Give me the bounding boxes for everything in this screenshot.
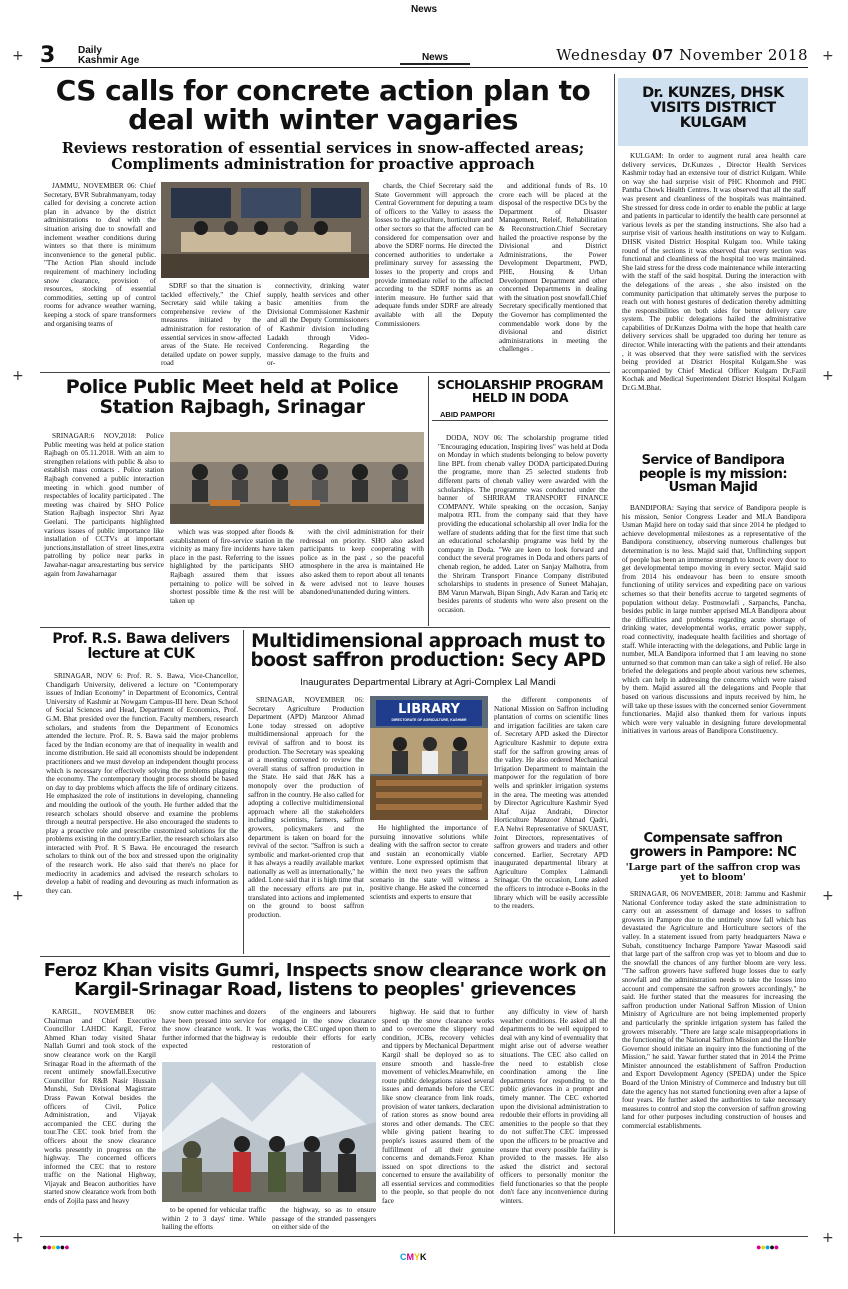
story6-col5-text: any difficulty in view of harsh weather conditions. He asked all the departments to be well equipped to deal with any kind of eventuality that might arise out of adverse weather situations. The CEC also called on the need to establish close coordination among the line departments for responding to the public grievances in a prompt and timely manner. The CEC exhorted upon the divisional administration to redouble their efforts in providing all amenities to the people so that they do not suffer.The CEC impressed upon the officers to be proactive and ensure that every possible facility is provided to the masses. He also asked the district and sectoral officers to personally monitor the field functionaries so that the people don't face any inconvenience during winters.	[500, 1008, 608, 1206]
story3-byline: ABID PAMPORI	[440, 410, 495, 419]
story2-photo	[170, 432, 424, 524]
page-number: 3	[40, 43, 56, 68]
story4-body-text: SRINAGAR, NOV 6: Prof. R. S. Bawa, Vice-Chancellor, Chandigarh University, delivered a lecture on "Contemporary issues of Indian Economy" in Department of Economics, Central University of Kashmir at Nowgam Campus-III here. Dean School of Social Sciences and Head, Department of Economics, Prof. G.M. Bhat presided over the function. Faculty members, research scholars, and students from the Department of Economics attended the lecture. Prof. R. S. Bawa said the major problems faced by the Indian economy are that of inequality in wealth and income distribution. He said all economists should be independent practitioners and we must develop an independent thought process which is necessary for effectively solving the problems plaguing the economy. The contemporary thought process should be based on day to day problems which affects the life of ordinary citizens. He emphasized the role of institutions in developing, channeling and moulding the outlook of the youth. He further added that the research scholars should observe and examine the problems through a neutral perspective. He also encouraged the students to play a proactive role and prescribe customized solutions for the problems existing in the country.Earlier, the research scholars also interacted with Prof. R S Bawa. He encouraged the research scholars to think out of the box and stressed upon the originality of the research work. He also said that there's no place for mediocrity in academics and advised the research scholars to develop a habit of reading and devouring as much information as they can.	[46, 672, 238, 895]
color-registration-dots-left: ●●●●●●	[42, 1242, 69, 1252]
story6-col3a	[272, 1008, 376, 1060]
sidebar-story3-body-text: SRINAGAR, 06 NOVEMBER, 2018: Jammu and Kashmir National Conference today asked the state administration to carry out an assessment of damage and losses to saffron growers in Pampore due to the untimely snow fall which has devastated the Agriculture and Horticulture sectors of the valley. In a statement issued from party headquarters Nawa e Subah, constituency Incharge Pampore Yawar Masoodi said that large part of the saffron crop was yet to bloom and due to the snowfall the chances of any further bloom are very less. "The saffron growers have suffered huge losses due to early snowfall and the administration needs to take the losses into account and compensate the saffron growers accordingly," he said. He further stated that the measures for increasing the saffron production under National Saffron Mission of Union Ministry of Agriculture are not being implemented properly and particularly the sprinkle irrigation system has failed the growers miserably. "There are large scale misappropriations in the functioning of the National Saffron Mission and the Hon'ble Governor should initiate an inquiry into the functioning of the Mission," he said. Yawar further stated that in 2014 the Prime Minister announced the establishment of Saffron Production and Export Development Agency (SPEDA) under the Spice Board of the Union Ministry of Commerce and Industry but till date the agency has not started functioning even after a lapse of four years. He further asked the authorities to take necessary measures to control and stop the conversion of saffron growing land for other purposes including construction of houses and commercial establishments.	[622, 890, 806, 1131]
paper-name	[78, 46, 139, 66]
crop-mark: +	[12, 368, 24, 384]
date-month-year: November 2018	[679, 46, 808, 64]
story6-col4	[382, 1008, 494, 1234]
divider	[40, 372, 610, 373]
library-sign-caption: DIRECTORATE OF AGRICULTURE, KASHMIR	[391, 718, 467, 722]
column-divider	[243, 630, 244, 954]
story6-col4-text: highway. He said that to further speed up the snow clearance works and to overcome the slippery road condition, JCBs, recovery vehicles and tippers by Mechanical Department Kargil shall be deployed so as to ensure smooth and hassle-free movement of vehicles.Meanwhile, en route public delegations raised several issues and demands before the CEC like snow clearance from link roads, provision of water tankers, declaration of ration stores as snow bound area stores and other demands. The CEC while giving patient hearing to people's issues assured them of the fulfillment of all their genuine concerns and demands.Feroz Khan issued on spot directions to the concerned to ensure the availability of all essential services and commodities to the people, so that people do not face	[382, 1008, 494, 1206]
sidebar-story1-body	[622, 152, 806, 450]
column-divider	[614, 74, 615, 1234]
divider	[40, 627, 610, 628]
story1-col4	[375, 182, 493, 370]
sidebar-story2-headline: Service of Bandipora people is my mission: Usman Majid	[638, 453, 788, 496]
sidebar-story1-headline: Dr. KUNZES, DHSK VISITS DISTRICT KULGAM	[642, 85, 784, 132]
crop-mark: +	[822, 368, 834, 384]
story1-col2	[161, 282, 261, 370]
story1-col3	[267, 282, 369, 370]
snow-inspection-image	[162, 1062, 376, 1202]
crop-mark: +	[12, 48, 24, 64]
story1-photo	[161, 182, 369, 278]
story1-col3-text: connectivity, drinking water supply, health services and other basic amenities from the Divisional Commissioner Kashmir and all the Deputy Commissioners of Kashmir division including Ladakh through Video-Conferencing. Regarding the massive damage to the fruits and or-	[267, 282, 369, 368]
issue-date	[556, 46, 808, 64]
story1-col5	[499, 182, 607, 370]
story5-col3	[494, 696, 608, 952]
story2-col2	[170, 528, 294, 624]
crop-mark: +	[12, 1230, 24, 1246]
story5-col1-text: SRINAGAR, NOVEMBER 06: Secretary Agriculture Production Department (APD) Manzoor Ahmad Lone today stressed on adoptive multidimensional approach for the revival of saffron and to boost its production. The Secretary was speaking at a meeting convened to review the overall status of saffron production in the State. He said that J&K has a monopoly over the production of saffron in the country. He also called for adopting a collective multidimensional approach where all the stakeholders including scientists, farmers, saffron growers, policymakers and the department is taken on board for the revival of the sector. "Saffron is such a symbolic and market-oriented crop that it has always a readily available market nationally as well as internationally," he added. Lone said that it is high time that all the necessary efforts are put in, translated into actions and implemented on the ground to boost saffron production.	[248, 696, 364, 919]
story4-headline: Prof. R.S. Bawa delivers lecture at CUK	[52, 631, 230, 662]
story1-col1	[44, 182, 156, 370]
date-number: 07	[652, 46, 674, 64]
library-sign: LIBRARY	[398, 702, 460, 717]
story5-col1	[248, 696, 364, 952]
color-registration-dots-right: ●●●●●	[756, 1242, 779, 1252]
story5-headline: Multidimensional approach must to boost saffron production: Secy APD	[250, 631, 606, 672]
story6-col2a-text: snow cutter machines and dozers have been pressed into service for the snow clearance work. It was further informed that the highway is expected	[162, 1008, 266, 1051]
masthead	[40, 44, 808, 68]
paper-name-line2: Kashmir Age	[78, 55, 140, 66]
crop-mark: +	[822, 1230, 834, 1246]
story5-col3-text: the different components of National Mission on Saffron including plantation of corms on scientific lines and irrigation facilities are taken care of. Secretary APD asked the Director Agriculture Kashmir to depute extra staff for the saffron growing areas of the valley. He also ordered Mechanical Irrigation Department to maintain the manpower for the regulation of bore wells and sprinkler irrigation systems in the area. The meeting was attended by Director Agriculture Kashmir Syed Altaf Aijaz Andrabi, Director Horticulture Manzoor Ahmad Qadri, F.A Nehvi Representative of SKUAST, Joint Directors, representatives of saffron growers and traders and other concerned. Earlier, Secretary APD inaugurated departmental library at Agriculture Complex Lalmandi Srinagar. On the occasion, Lone asked the officers to introduce e-Books in the library which will be easily accessible to the readers.	[494, 696, 608, 911]
story5-photo	[370, 696, 488, 820]
date-day: Wednesday	[556, 46, 647, 64]
story2-headline: Police Public Meet held at Police Station Rajbagh, Srinagar	[65, 376, 399, 418]
story1-col1-text: JAMMU, NOVEMBER 06: Chief Secretary, BVR Subrahmanyam, today called for devising a concrete action plan in advance by the district administrations to deal with the situation arising due to snowfall and inclement weather conditions during winters so that there is minimum inconvenience to the general public. "The Action Plan should include requirement of machinery including snow clearance, provision of resources, stocking of essential commodities, setting up of control rooms for advance weather warning, keeping a stock of spare transformers and organising teams of	[44, 182, 156, 328]
story2-col3-text: with the civil administration for their redressal on priority. SHO also asked participants to keep cooperating with police as in the past , so the peaceful atmosphere in the area is maintained He also asked them to report about all tenants & were advised not to leave houses abandoned/unattended during winters.	[300, 528, 424, 597]
crop-mark: +	[822, 888, 834, 904]
story6-col1	[44, 1008, 156, 1234]
story5-col2-text: He highlighted the importance of pursuing innovative solutions while dealing with the saffron sector to create and sustain an economically viable venture. Lone expressed optimism that within the next two years the saffron scenario in the state will witness a positive change. He asked the concerned scientists and experts to ensure that	[370, 824, 488, 901]
story6-col1-text: KARGIL, NOVEMBER 06: Chairman and Chief Executive Councillor LAHDC Kargil, Feroz Ahmed Khan today visited Shatar Nallah Gumri and took stock of the snow clearance work on the Kargil Srinagar Road in the aftermath of the recent untimely snowfall.Executive Councillor for R&B Nasir Hussain Munshi, Sub Divisional Magistrate Drass Pawan Kotwal besides the officers of Civil, Police Administration, and Vijayak accompanied the CEC during the tour.The CEC took brief from the officers about the snow clearance works presently in progress on the highway. The concerned officers informed the CEC that to restore traffic on the National Highway, Vijayak and Beacon authorities have started snow clearance work from both ends of Zojila pass and heavy	[44, 1008, 156, 1206]
top-section-label: News	[410, 4, 438, 15]
divider	[432, 420, 608, 421]
story6-col2b	[162, 1206, 266, 1234]
story2-col2-text: which was was stopped after floods & establishment of fire-service station in the vicinity as many fire incidents have taken place in the past. Referring to the issues highlighted by the participants SHO Rajbagh assured them that issues pertaining to police will be solved in shortest possible time & the rest will be taken up	[170, 528, 294, 605]
bottom-rule	[40, 1236, 808, 1237]
story6-col2b-text: to be opened for vehicular traffic within 2 to 3 days' time. While hailing the efforts	[162, 1206, 266, 1232]
story4-body	[46, 672, 238, 952]
story6-headline: Feroz Khan visits Gumri, Inspects snow clearance work on Kargil-Srinagar Road, listens to peoples' grievences	[43, 960, 607, 1000]
story6-col3a-text: of the engineers and labourers engaged in the snow clearance works, the CEC urged upon them to redouble their efforts for early restoration of	[272, 1008, 376, 1051]
paper-name-line1: Daily	[78, 45, 102, 56]
story6-photo	[162, 1062, 376, 1202]
story6-col2a	[162, 1008, 266, 1060]
story1-col5-text: and additional funds of Rs. 10 crore each will be placed at the disposal of the respective DCs by the Department of Disaster Management, Releif, Rehabilitation & Reconstruction.Chief Secretary hailed the proactive response by the Divisional and District Administrations, the Power Development Department, PWD, PHE, Housing & Urban Development Department and other concerned Departments in dealing with the situation post snowfall.Chief Secretary specifically mentioned that the Governor has complimented the commendable work done by the divisional and district administrations in meeting the challenges .	[499, 182, 607, 354]
story3-body	[438, 434, 608, 624]
column-divider	[428, 376, 429, 626]
story3-headline: SCHOLARSHIP PROGRAM HELD IN DODA	[436, 377, 604, 406]
story6-col3b-text: the highway, so as to ensure passage of the stranded passengers on either side of the	[272, 1206, 376, 1232]
story2-col3	[300, 528, 424, 624]
cmyk-mark: CMYK	[400, 1252, 427, 1262]
story3-body-text: DODA, NOV 06: The scholarship programe titled "Encouraging education, Inspiring lives" was held at Doda on Monday in which students belonging to below poverty line BPL from chenab valley DODA participated.During the programe, more than 25 selected students frob different parts of chenab valley were awarded with the scholarships. The programme was conducted under the banner of SHRIRAM TRANSPORT FINANCE COMPANY. While speaking on the occasion, Sanjay malpotra RTL from the company said that they have providing the educational scholarship all over India for the welfare of students adding that for the first time that such an educational scholarship programe was held by the company in Doda. "We are keen to look forward and conduct the several programes in Doda and others parts of chenab region, he added. Later on Sanjay Malhotra, from the Shriram Transport Finance Company distributed scholarships to students in presence of Suneet Mahajan, BM Varun Marwah, Bipan Singh, Adv Karan and Tariq etc besides parents of students who were also present on the occasion.	[438, 434, 608, 614]
sidebar-story1-body-text: KULGAM: In order to augment rural area health care delivery services, Dr.Kunzes , Director Health Services Kashmir today had an extensive tour of district Kulgam. While on way she had surprise visit of PHC Khonmoh and PHC Pantha Chowk Health Centres. It was observed that all the staff was present and cleanliness of the hospitals was maintained. She stressed for dress code in order to enable the public at large and patients in particular to identify the health care personnel at various levels as per the standing instructions. She also had a surprise visit of various health institutions on way to Kulgam. DHSK visited District Hospital Kulgam too. While taking round of the sections it was observed that every section was functional and cleanliness of the hospital too was maintained. She laid stress for the dress code maintenance while interacting with the staff of the said hospital. During the interaction with the delegations of the areas , she also insisted on the community participation that ultimately serves the purpose to reach out with honest gestures of dedication thereby admitting the responsibilities on both sides for better delivery care system. The public delegations hailed the administrative capabilities of Dr.Kunzes Dolma with the hope that health care delivery services shall be upgraded too during her tenure as director. While interacting with the patients and their attendants , it was observed that they were satisfied with the services being provided at District Hospital Kulgam.She was accompanied by Chief Medical Officer Kulgam Dr.Fazil Kochak and Medical Superintendent District Hospital Kulgam Dr.G.M.Bhat.	[622, 152, 806, 393]
crop-mark: +	[822, 48, 834, 64]
sidebar-story3-headline: Compensate saffron growers in Pampore: NC	[629, 831, 797, 860]
story6-col5	[500, 1008, 608, 1234]
video-conference-image	[161, 182, 369, 278]
sidebar-story2-body-text: BANDIPORA: Saying that service of Bandipora people is his mission, Senior Congress Leader and MLA Bandipora Usman Majid here on today said that since 2014 he pledged to achieve developmental milestones as a representative of the Bandipora constituency, observing numerous challenges but determination is no less. Majid said that, Unflinching support of people has been an immense strength to knock every door to get developmental tempo moving in every sector. Majid said from 2014 his endeavour has been to ensure smooth functioning of utility services and expediting pace on various schemes so that their benefits accrue to targeted segments of population without delay. Postmowlafi , Sarpanchs, Pancha, besides public in large number apprised MLA Bandipora about the difficulties and problems regarding acute shortage of drinking water, developmental works, erratic power supply, road connectivity, inadequate health facilities and shortage of staff. While interacting with the delegations, and Public large in number, MLA Bandipora informed that I am leaving no stone unturned so that common man can take a sigh of relief. He also briefed the delegations and people about various new schemes, which can help in addressing the concerns which were raised by them. Majid assured all the delegations and People that based on various discussions and inputs received by him, he will take up these issues with the concerned senior Government functionaries. Majid also thanked them for various inputs which were very valuable in designing future developmental initiatives in various areas of Bandipora Constituency.	[622, 504, 806, 736]
sidebar-story2-body	[622, 504, 806, 824]
section-label: News	[400, 52, 470, 65]
sidebar-story3-body	[622, 890, 806, 1232]
divider	[40, 956, 610, 957]
sidebar-story3-subhead: 'Large part of the saffron crop was yet to bloom'	[625, 863, 801, 883]
story5-col2	[370, 824, 488, 952]
story1-subhead: Reviews restoration of essential services in snow-affected areas; Compliments administration for proactive approach	[61, 140, 585, 173]
story1-col4-text: chards, the Chief Secretary said the State Government will approach the Central Government for deputing a team of officers to the Valley to assess the losses to the agriculture, horticulture and other sectors so that the affected can be considered for compensation over and above the SDRF norms. He directed the concerned authorities to undertake a preliminary survey for assessing the losses to the property and crops and provide immediate relief to the affected according to the SDRF norms as an interim measure. He further said that adequate funds under SDRF are already available with all the Deputy Commissioners	[375, 182, 493, 328]
crop-mark: +	[12, 888, 24, 904]
story2-col1-text: SRINAGAR:6 NOV,2018: Police Public meeting was held at police station Rajbagh on 05.11.2018. With an aim to strengthen relations with public & also to establish mass contacts . Police station Rajbagh convened a public interaction meeting in which good number of respectables of locality participated . The meeting was chaired by SHO Police Station Rajbagh inspector Shri Ayaz Geelani. The participants highlighted various issues of public importance like installation of CCTVs at important junctions,installation of street lines,extra patrolling by police near parks in Jawahar-nagar area,restarting bus service again from Jawaharnagar	[44, 432, 164, 578]
police-meeting-image	[170, 432, 424, 524]
story6-col3b	[272, 1206, 376, 1234]
story5-subhead: Inaugurates Departmental Library at Agri-Complex Lal Mandi	[300, 677, 556, 688]
story2-col1	[44, 432, 164, 624]
story1-col2-text: SDRF so that the situation is tackled effectively," the Chief Secretary said while taking a comprehensive review of the measures initiated by the administration for restoration of essential services in snow-affected areas of the State. He received detailed update on power supply, road	[161, 282, 261, 368]
story1-headline: CS calls for concrete action plan to deal with winter vagaries	[55, 74, 591, 137]
